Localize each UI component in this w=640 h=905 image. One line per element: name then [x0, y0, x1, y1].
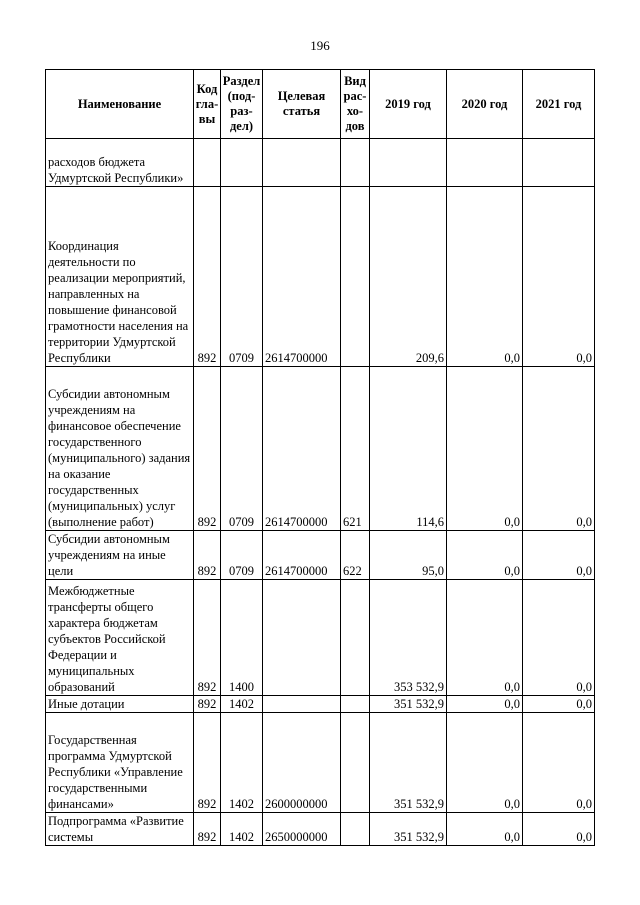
cell-section: 1402 [221, 696, 263, 713]
table-row [46, 713, 595, 813]
cell-2020 [447, 139, 523, 187]
cell-code: 892 [194, 580, 221, 696]
cell-2019 [370, 139, 447, 187]
cell-2019: 351 532,9 [370, 813, 447, 846]
cell-2021: 0,0 [523, 696, 595, 713]
cell-code [194, 139, 221, 187]
cell-section: 1402 [221, 813, 263, 846]
table-row [46, 139, 595, 187]
page-number: 196 [310, 38, 330, 53]
cell-type [341, 580, 370, 696]
cell-2021: 0,0 [523, 531, 595, 580]
cell-code: 892 [194, 713, 221, 813]
cell-2019: 95,0 [370, 531, 447, 580]
cell-article: 2614700000 [263, 531, 341, 580]
table-row [46, 696, 595, 713]
table-row [46, 367, 595, 531]
table-row [46, 813, 595, 846]
cell-section: 0709 [221, 187, 263, 367]
cell-article: 2650000000 [263, 813, 341, 846]
cell-2019: 351 532,9 [370, 696, 447, 713]
header-2021: 2021 год [523, 70, 595, 139]
cell-type [341, 696, 370, 713]
cell-2020: 0,0 [447, 713, 523, 813]
cell-section: 1400 [221, 580, 263, 696]
budget-table [45, 69, 595, 846]
table-row [46, 580, 595, 696]
table-row [46, 187, 595, 367]
cell-section: 1402 [221, 713, 263, 813]
cell-code: 892 [194, 187, 221, 367]
header-2019: 2019 год [370, 70, 447, 139]
cell-2021: 0,0 [523, 367, 595, 531]
header-type: Вид рас- хо- дов [341, 70, 370, 139]
cell-2019: 353 532,9 [370, 580, 447, 696]
cell-name: Подпрограмма «Развитие системы [46, 813, 194, 846]
cell-code: 892 [194, 696, 221, 713]
cell-article [263, 139, 341, 187]
cell-code: 892 [194, 813, 221, 846]
cell-type [341, 187, 370, 367]
cell-name: расходов бюджета Удмуртской Республики» [46, 139, 194, 187]
cell-name: Координация деятельности по реализации мероприятий, направленных на повышение финансовой грамотности населения на территории Удмуртской Республики [46, 187, 194, 367]
header-article: Целевая статья [263, 70, 341, 139]
cell-2019: 209,6 [370, 187, 447, 367]
cell-article [263, 696, 341, 713]
cell-2021: 0,0 [523, 813, 595, 846]
table-row [46, 531, 595, 580]
cell-type: 622 [341, 531, 370, 580]
cell-section: 0709 [221, 531, 263, 580]
cell-section: 0709 [221, 367, 263, 531]
cell-name: Государственная программа Удмуртской Республики «Управление государственными финансами» [46, 713, 194, 813]
cell-article [263, 580, 341, 696]
cell-2021 [523, 139, 595, 187]
cell-type [341, 139, 370, 187]
header-code: Код гла- вы [194, 70, 221, 139]
cell-2020: 0,0 [447, 187, 523, 367]
cell-name: Иные дотации [46, 696, 194, 713]
cell-2020: 0,0 [447, 696, 523, 713]
cell-name: Субсидии автономным учреждениям на иные цели [46, 531, 194, 580]
cell-article: 2614700000 [263, 187, 341, 367]
cell-2021: 0,0 [523, 580, 595, 696]
cell-type: 621 [341, 367, 370, 531]
cell-type [341, 713, 370, 813]
cell-2020: 0,0 [447, 367, 523, 531]
cell-article: 2614700000 [263, 367, 341, 531]
header-2020: 2020 год [447, 70, 523, 139]
cell-2020: 0,0 [447, 580, 523, 696]
cell-2020: 0,0 [447, 813, 523, 846]
cell-code: 892 [194, 367, 221, 531]
cell-code: 892 [194, 531, 221, 580]
header-name: Наименование [46, 70, 194, 139]
cell-2019: 351 532,9 [370, 713, 447, 813]
table-header-row [46, 70, 595, 139]
header-section: Раздел (под- раз- дел) [221, 70, 263, 139]
cell-2019: 114,6 [370, 367, 447, 531]
cell-name: Субсидии автономным учреждениям на финансовое обеспечение государственного (муниципального) задания на оказание государственных (муниципальных) услуг (выполнение работ) [46, 367, 194, 531]
cell-type [341, 813, 370, 846]
cell-section [221, 139, 263, 187]
cell-article: 2600000000 [263, 713, 341, 813]
cell-2020: 0,0 [447, 531, 523, 580]
cell-2021: 0,0 [523, 187, 595, 367]
cell-2021: 0,0 [523, 713, 595, 813]
cell-name: Межбюджетные трансферты общего характера бюджетам субъектов Российской Федерации и муниципальных образований [46, 580, 194, 696]
